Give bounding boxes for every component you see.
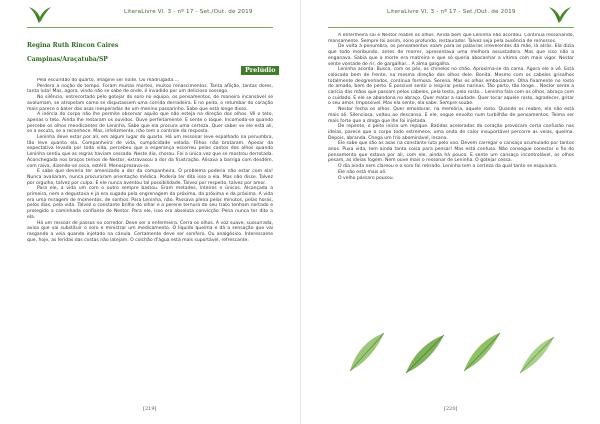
page-header: LiteraLivre Vl. 3 - nº 17 - Set./Out. de 2019 [124, 9, 253, 15]
page-number: [220] [444, 406, 458, 412]
page-header: LiteraLivre Vl. 3 - nº 17 - Set./Out. de 2019 [387, 9, 516, 15]
author-location: Campinas/Araçatuba/SP [27, 56, 108, 63]
right-body-text [328, 33, 574, 283]
left-body-text [27, 78, 273, 385]
author-name: Regina Ruth Rincon Caires [27, 42, 119, 49]
leaf-icon [464, 333, 500, 371]
header-divider [27, 27, 273, 28]
paragraph: No silêncio, entrecortado pelo gotejar do soro no equipo, os pensamentos, de maneira incansável se avolumam, se atropelam como se disputassem uma corrida derradeira. E no peito, o retumbar do coração mais parece o bater das asas inesperadas de um menino passarinho. Sabe que está longe disso. [27, 95, 273, 112]
paragraph: O dia ainda nem clareou e o soro foi retirado. Leninha tem a certeza da qual tanto se esquivara. [338, 164, 558, 170]
leaf-icon [350, 333, 384, 371]
paragraph: De repente, o peito inicia um repique. Batidas aceleradas do coração provocam certa confusão nas ideias, parece que o corpo todo estremece, uma onda de calor insuportável percorre as veias, queima. Depois, abranda. Chega um frio abominável, insano. [328, 124, 574, 141]
leaf-icon [520, 337, 554, 373]
paragraph: Há um ressoar de passos no corredor. Deve ser a enfermeira. Cerra os olhos. A voz suave, sussurrada, avisa que vai substituir o soro e ministrar um medicamento. O líquido queima e dá a sensação que vai rasgando a veia quando injetado na cânula. Certamente deve ser sonífero. Ou analgésico. Interessante que, hoje, as feridas das costas não latejam. O colchão d'água está mais suportável, refrescante. [27, 220, 273, 243]
paragraph: O velho pássaro pousou. [338, 175, 395, 181]
paragraph: A inércia do corpo não lhe permite observar aquilo que não esteja na direção dos olhos. Vê o teto, apenas o teto. Ainda lhe restaram os ouvidos. Ouve perfeitamente. E sente o toque. Incomoda-se quando percebe os olhos mendicantes de Leninha. Sabe que ela procura uma certeza. Quer saber se ele está ali, se a escuta, se a reconhece. Mas, infelizmente, não tem o controle da resposta. [27, 112, 273, 135]
bird-logo-icon [27, 3, 53, 25]
paragraph: Perdera a noção do tempo. Foram muitas mortes, muitos renascimentos. Tanta aflição, tantas dores, tanta luta! Mas, agora, vindo não se sabe de onde, é invadido por um delicioso sossego. [27, 83, 273, 95]
paragraph: Leninha deve estar por ali, em algum lugar do quarto. Há um ressonar leve espalhado na penumbra, tão leve quanto ela. Companheira de vida, cumplicidade velada. Filhos não brotaram. Apesar da expectativa levada por toda vida, percebeu que a esperança escorreu pelos cantos dos olhos quando Leninha sentiu que as regras haviam cessado. Neste dia, chorou. Foi a única vez que se mostrou derrotada. Aconchegada nos braços ternos de Nestor, extravasou a dor da frustração. Alisava a barriga com desdém, com raiva, dizendo-se seca, estéril. Menosprezava-se. [27, 135, 273, 169]
paragraph: Nestor fecha os olhos. Quer emoldurar, na memória, aquele rosto. Quando os reabre, ela não está mais ali. Silenciosa, voltou ao descanso. E ele, segue envolto num turbilhão de pensamentos. Teima ser mais forte que a droga que lhe foi injetada. [328, 107, 574, 124]
paragraph: De volta à penumbra, os pensamentos voam para as palavras irreverentes da mãe, lá atrás. Ela dizia que todo moribundo, antes de morrer, apresentava uma melhora assustadora. Mas que isso não a enganava. Sabia que a morte era matreira e que só queria abocanhar a vítima com mais vigor. Nestor sente vontade de rir, de gargalhar... A alma gargalha. [328, 44, 574, 67]
paragraph: Ele não está mais ali. [338, 169, 387, 175]
paragraph: E sabe que deveria ter amenizado a dor da companheira. O problema poderia não estar com ela! Nunca avaliaram, nunca procuraram orientação médica. Poderia ter dito isso a ela. Mas não disse. Talvez por orgulho, talvez por culpa. E ele nunca aventou tal possibilidade. Talvez por respeito, talvez por amor. [27, 169, 273, 186]
header-divider [328, 27, 574, 28]
paragraph: Pela escuridão do quarto, imagine ser noite. Ou madrugada.... [37, 78, 179, 83]
paragraph: Para ele, a vida um com o outro sempre bastou. Eram metades, inteiros e únicos. Alcançada a primeira, nem a degustava e já era sugado pela engrenagem da próxima, da próxima e da próxima. A vida era uma miragem de momentos, de sonhos. Para Leninha, não. Passava plena pelos minutos, pelas horas, pelos dias, pela vida. Talvez o constante brilho do olhar e a perene ternura do seu trato tenham nortado e protegido a caminhada confiante de Nestor. Para ele, isso era absoluta convicção. Pena nunca ter dito a ela. [27, 186, 273, 220]
bird-logo-icon [547, 3, 573, 25]
leaves-decoration-icon [336, 325, 566, 380]
paragraph: Ele sabe que são as asas na constante luta pelo voo. Devem carregar o cansaço acumulado por tantos anos. Puxa vida, tem ainda tanta coisa para pensar! Mas está confuso. Não consegue conectar o fio do pensamento que estava por ali, com ele, ainda há pouco. E sente um cansaço incontrolável, os olhos pesam, as ideias fogem. Nem ouve mais o ressonar de Leninha. O gotejar cessa. [328, 141, 574, 164]
leaf-icon [406, 335, 444, 373]
story-title: Prelúdio [241, 66, 279, 75]
paragraph: Leninha acorda. Busca, com os pés, os chinelos no chão. Aproxima-se da cama. Agora ele a vê. Está colocado bem de frente, na mesma direção dos olhos dele. Bonita. Mesmo com os cabelos grisalhos totalmente desgrenhados, continua formosa. Serena. Mas os olhos embaciaram. Olha fixamente no rosto do amado, bem de perto. É possível sentir o respirar pelas narinas. Tão perto, tão longe... Nestor sente a carícia das mãos que passam pelos cabelos, pela testa, pelo rosto... Leninha fala com os olhos, abraça com o cuidado. E ele se abandona no abraço. Quer matar a saudade. Quer tocar aquele rosto, agradecer, gritar o seu amor. Impossível. Mas ela sente, ela sabe. Sempre soube. [328, 67, 574, 107]
right-page [300, 0, 600, 424]
page-number: [219] [143, 406, 157, 412]
paragraph: A enfermeira sai e Nestor reabre os olhos. Ainda bem que Leninha não acordou. Continua ressonando, mansamente. Sempre foi assim, sono profundo, restaurador. Talvez seja pela ausência de remorsos. [328, 33, 574, 44]
